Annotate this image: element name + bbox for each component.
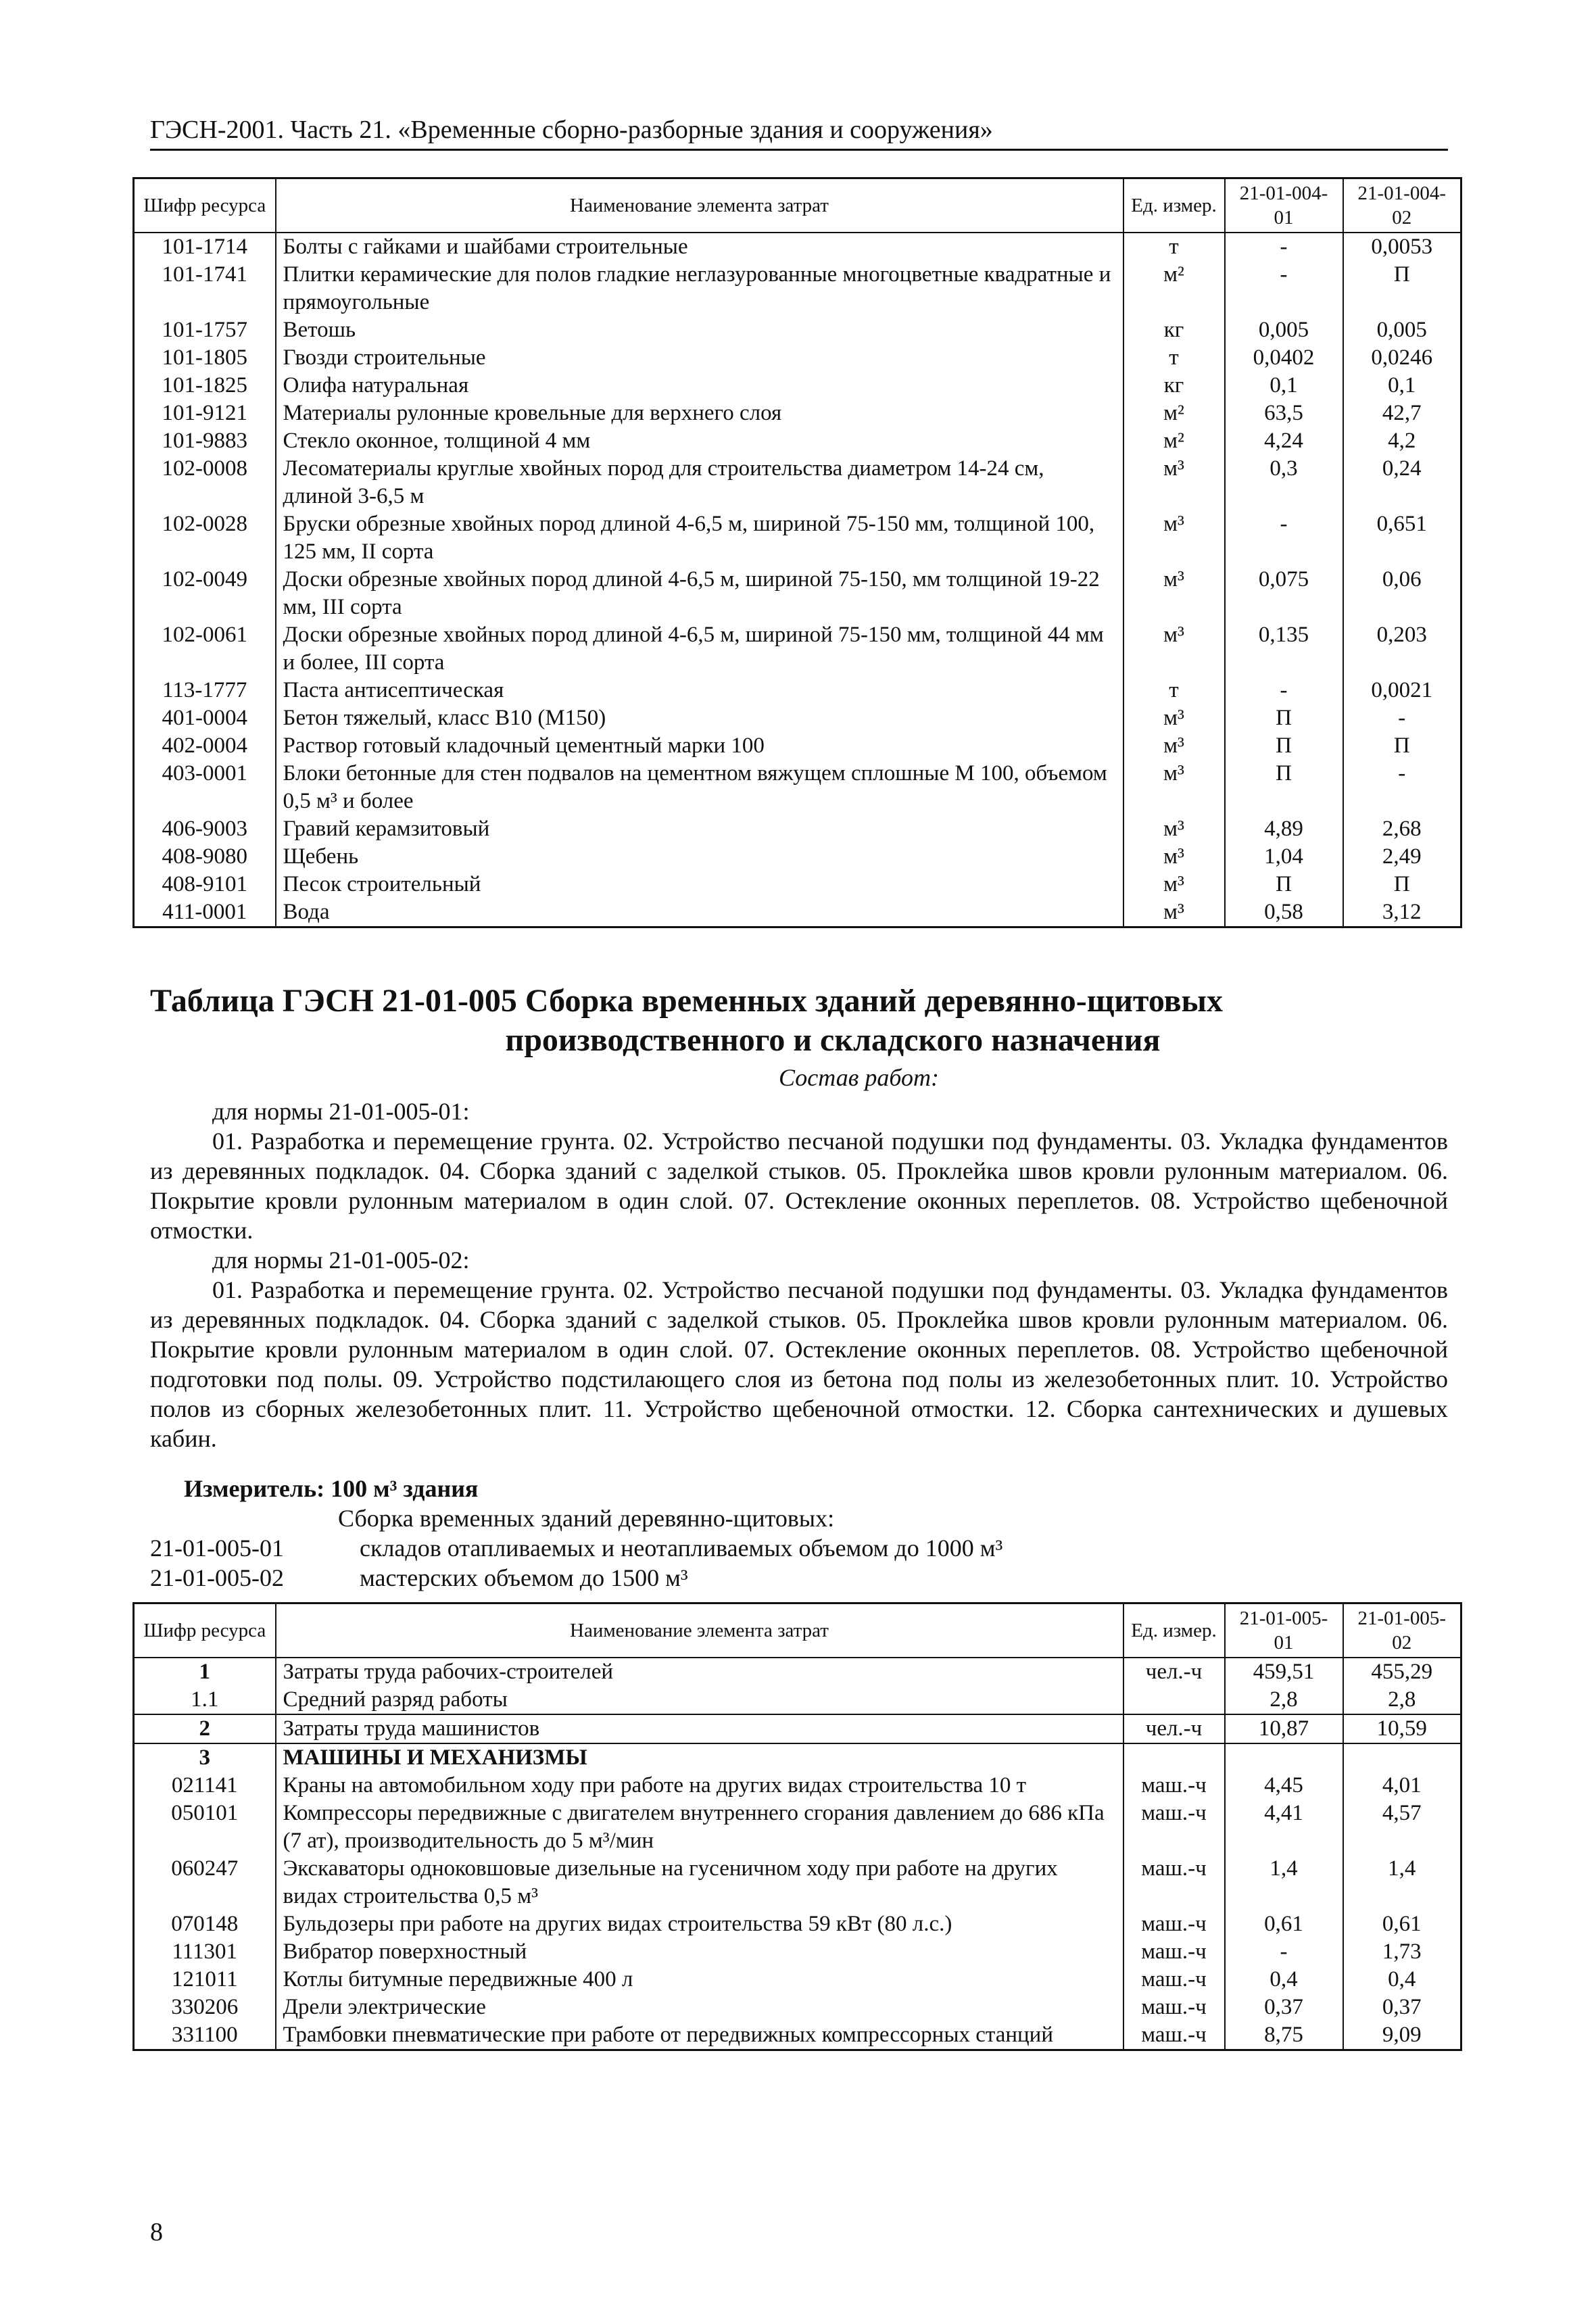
table-row bbox=[134, 316, 1461, 344]
row-name: Бруски обрезные хвойных пород длиной 4-6,5 м, шириной 75-150 мм, толщиной 100, 125 мм, II сорта bbox=[276, 510, 1123, 566]
row-value-a: 4,24 bbox=[1225, 427, 1343, 455]
row-unit: т bbox=[1123, 677, 1225, 704]
table-row bbox=[134, 1994, 1461, 2021]
row-code: 403-0001 bbox=[134, 760, 276, 815]
row-value-a: 0,58 bbox=[1225, 898, 1343, 927]
table-row bbox=[134, 233, 1461, 261]
row-unit: маш.-ч bbox=[1123, 1966, 1225, 1994]
table-row bbox=[134, 677, 1461, 704]
section-title-line1: Таблица ГЭСН 21-01-005 Сборка временных зданий деревянно-щитовых bbox=[150, 983, 1224, 1019]
row-unit: м³ bbox=[1123, 815, 1225, 843]
table-row bbox=[134, 400, 1461, 427]
row-name: Раствор готовый кладочный цементный марки 100 bbox=[276, 732, 1123, 760]
table-row bbox=[134, 455, 1461, 510]
row-unit: маш.-ч bbox=[1123, 1910, 1225, 1938]
row-name: Гвозди строительные bbox=[276, 344, 1123, 372]
norm1-text: 01. Разработка и перемещение грунта. 02. Устройство песчаной подушки под фундаменты. 03. Укладка фундаментов из деревянных подкладок. 04. Сборка зданий с заделкой стыков. 05. Проклейка швов кровли рулонным материалом. 06. Покрытие кровли рулонным материалом в один слой. 07. Остекление оконных переплетов. 08. Устройство щебеночной отмостки. bbox=[150, 1128, 1448, 1244]
row-name: Стекло оконное, толщиной 4 мм bbox=[276, 427, 1123, 455]
row-value-a: - bbox=[1225, 510, 1343, 566]
row-code: 3 bbox=[134, 1743, 276, 1772]
row-code: 1 bbox=[134, 1658, 276, 1686]
row-unit: чел.-ч bbox=[1123, 1658, 1225, 1686]
variant-1 bbox=[150, 1533, 1002, 1563]
row-value-b: - bbox=[1343, 760, 1461, 815]
row-value-a: - bbox=[1225, 1938, 1343, 1966]
variant-2 bbox=[150, 1563, 688, 1593]
row-value-a bbox=[1225, 1743, 1343, 1772]
row-unit: маш.-ч bbox=[1123, 1855, 1225, 1910]
row-unit: м³ bbox=[1123, 760, 1225, 815]
norm2-label: для нормы 21-01-005-02: bbox=[212, 1247, 470, 1274]
row-value-b: 10,59 bbox=[1343, 1714, 1461, 1743]
table-row bbox=[134, 427, 1461, 455]
row-value-b: 1,73 bbox=[1343, 1938, 1461, 1966]
row-unit: кг bbox=[1123, 316, 1225, 344]
row-value-a: 4,89 bbox=[1225, 815, 1343, 843]
row-code: 101-9121 bbox=[134, 400, 276, 427]
table-row bbox=[134, 704, 1461, 732]
row-name: Материалы рулонные кровельные для верхнего слоя bbox=[276, 400, 1123, 427]
row-value-b: 4,57 bbox=[1343, 1800, 1461, 1855]
row-unit: м³ bbox=[1123, 510, 1225, 566]
variant-2-code: 21-01-005-02 bbox=[150, 1564, 284, 1591]
variant-1-code: 21-01-005-01 bbox=[150, 1535, 284, 1562]
row-code: 408-9101 bbox=[134, 871, 276, 898]
table-row bbox=[134, 1658, 1461, 1686]
table-row bbox=[134, 344, 1461, 372]
row-value-b: 0,06 bbox=[1343, 566, 1461, 621]
row-name: Средний разряд работы bbox=[276, 1686, 1123, 1714]
section-title-line2: производственного и складского назначения bbox=[505, 1022, 1161, 1058]
row-value-b: 0,203 bbox=[1343, 621, 1461, 677]
row-value-a: 0,0402 bbox=[1225, 344, 1343, 372]
row-code: 060247 bbox=[134, 1855, 276, 1910]
row-value-b: 0,651 bbox=[1343, 510, 1461, 566]
row-unit: т bbox=[1123, 233, 1225, 261]
row-name: Бульдозеры при работе на других видах строительства 59 кВт (80 л.с.) bbox=[276, 1910, 1123, 1938]
works-subtitle: Состав работ: bbox=[779, 1064, 939, 1091]
row-code: 102-0049 bbox=[134, 566, 276, 621]
row-name: Бетон тяжелый, класс B10 (M150) bbox=[276, 704, 1123, 732]
row-value-a: П bbox=[1225, 871, 1343, 898]
row-value-a: - bbox=[1225, 261, 1343, 316]
row-value-a: 0,135 bbox=[1225, 621, 1343, 677]
row-unit: чел.-ч bbox=[1123, 1714, 1225, 1743]
row-value-b: 0,0021 bbox=[1343, 677, 1461, 704]
table-row bbox=[134, 732, 1461, 760]
table-row bbox=[134, 898, 1461, 927]
row-unit: м² bbox=[1123, 261, 1225, 316]
table-row bbox=[134, 815, 1461, 843]
row-name: МАШИНЫ И МЕХАНИЗМЫ bbox=[276, 1743, 1123, 1772]
row-unit bbox=[1123, 1686, 1225, 1714]
row-value-b: 0,61 bbox=[1343, 1910, 1461, 1938]
assembly-line: Сборка временных зданий деревянно-щитовых: bbox=[338, 1505, 835, 1532]
table-row bbox=[134, 510, 1461, 566]
row-value-a: 4,41 bbox=[1225, 1800, 1343, 1855]
row-unit: м³ bbox=[1123, 704, 1225, 732]
row-unit: м³ bbox=[1123, 732, 1225, 760]
row-name: Лесоматериалы круглые хвойных пород для строительства диаметром 14-24 см, длиной 3-6,5 м bbox=[276, 455, 1123, 510]
row-name: Компрессоры передвижные с двигателем внутреннего сгорания давлением до 686 кПа (7 ат), производительность до 5 м³/мин bbox=[276, 1800, 1123, 1855]
table-row bbox=[134, 261, 1461, 316]
row-value-b: 4,01 bbox=[1343, 1772, 1461, 1800]
works-description bbox=[150, 1096, 1448, 1453]
table-row bbox=[134, 372, 1461, 400]
row-unit: м³ bbox=[1123, 871, 1225, 898]
row-value-a: 8,75 bbox=[1225, 2021, 1343, 2050]
row-value-a: - bbox=[1225, 677, 1343, 704]
row-value-b: 0,1 bbox=[1343, 372, 1461, 400]
row-name: Плитки керамические для полов гладкие неглазурованные многоцветные квадратные и прямоугольные bbox=[276, 261, 1123, 316]
row-code: 111301 bbox=[134, 1938, 276, 1966]
table-body bbox=[134, 233, 1461, 927]
row-value-b: 2,68 bbox=[1343, 815, 1461, 843]
row-name: Песок строительный bbox=[276, 871, 1123, 898]
row-unit: кг bbox=[1123, 372, 1225, 400]
row-code: 411-0001 bbox=[134, 898, 276, 927]
row-value-a: 0,1 bbox=[1225, 372, 1343, 400]
row-value-a: 63,5 bbox=[1225, 400, 1343, 427]
row-unit: маш.-ч bbox=[1123, 1800, 1225, 1855]
table-row bbox=[134, 1855, 1461, 1910]
row-unit: т bbox=[1123, 344, 1225, 372]
col-name-header: Наименование элемента затрат bbox=[276, 1603, 1123, 1658]
row-name: Вода bbox=[276, 898, 1123, 927]
row-value-a: П bbox=[1225, 732, 1343, 760]
row-unit: м³ bbox=[1123, 455, 1225, 510]
row-code: 070148 bbox=[134, 1910, 276, 1938]
meter-line: Измеритель: 100 м³ здания bbox=[184, 1475, 479, 1502]
row-value-a: 0,005 bbox=[1225, 316, 1343, 344]
row-name: Вибратор поверхностный bbox=[276, 1938, 1123, 1966]
table-row bbox=[134, 1743, 1461, 1772]
row-name: Дрели электрические bbox=[276, 1994, 1123, 2021]
table-row bbox=[134, 760, 1461, 815]
row-code: 402-0004 bbox=[134, 732, 276, 760]
row-code: 102-0028 bbox=[134, 510, 276, 566]
row-unit: маш.-ч bbox=[1123, 2021, 1225, 2050]
row-value-b: 2,8 bbox=[1343, 1686, 1461, 1714]
row-unit bbox=[1123, 1743, 1225, 1772]
table-row bbox=[134, 1938, 1461, 1966]
col-variant-b-header: 21-01-004-02 bbox=[1343, 178, 1461, 233]
norm1-label: для нормы 21-01-005-01: bbox=[212, 1098, 470, 1125]
row-value-a: 10,87 bbox=[1225, 1714, 1343, 1743]
table-row bbox=[134, 843, 1461, 871]
row-value-a: 459,51 bbox=[1225, 1658, 1343, 1686]
variant-1-text: складов отапливаемых и неотапливаемых объемом до 1000 м³ bbox=[360, 1535, 1003, 1562]
col-name-header: Наименование элемента затрат bbox=[276, 178, 1123, 233]
table-row bbox=[134, 1910, 1461, 1938]
row-value-b: 42,7 bbox=[1343, 400, 1461, 427]
row-value-b: 9,09 bbox=[1343, 2021, 1461, 2050]
row-value-a: - bbox=[1225, 233, 1343, 261]
row-value-a: П bbox=[1225, 704, 1343, 732]
row-name: Блоки бетонные для стен подвалов на цементном вяжущем сплошные М 100, объемом 0,5 м³ и более bbox=[276, 760, 1123, 815]
row-value-b: 0,005 bbox=[1343, 316, 1461, 344]
row-name: Котлы битумные передвижные 400 л bbox=[276, 1966, 1123, 1994]
row-unit: м³ bbox=[1123, 621, 1225, 677]
row-value-b: 0,0246 bbox=[1343, 344, 1461, 372]
row-name: Экскаваторы одноковшовые дизельные на гусеничном ходу при работе на других видах строительства 0,5 м³ bbox=[276, 1855, 1123, 1910]
table-row bbox=[134, 1966, 1461, 1994]
row-value-b: 0,37 bbox=[1343, 1994, 1461, 2021]
row-value-b: П bbox=[1343, 871, 1461, 898]
col-variant-b-header: 21-01-005-02 bbox=[1343, 1603, 1461, 1658]
row-unit: м³ bbox=[1123, 566, 1225, 621]
row-value-b: П bbox=[1343, 732, 1461, 760]
row-code: 113-1777 bbox=[134, 677, 276, 704]
table-header-row bbox=[134, 1603, 1461, 1658]
row-name: Доски обрезные хвойных пород длиной 4-6,5 м, шириной 75-150 мм, толщиной 44 мм и более, III сорта bbox=[276, 621, 1123, 677]
variant-2-text: мастерских объемом до 1500 м³ bbox=[360, 1564, 688, 1591]
row-code: 101-1805 bbox=[134, 344, 276, 372]
row-name: Трамбовки пневматические при работе от передвижных компрессорных станций bbox=[276, 2021, 1123, 2050]
row-code: 101-1825 bbox=[134, 372, 276, 400]
row-value-a: П bbox=[1225, 760, 1343, 815]
page-number: 8 bbox=[150, 2218, 163, 2246]
resources-table-005 bbox=[132, 1602, 1462, 2051]
row-unit: маш.-ч bbox=[1123, 1938, 1225, 1966]
row-value-b: 4,2 bbox=[1343, 427, 1461, 455]
table-header-row bbox=[134, 178, 1461, 233]
col-variant-a-header: 21-01-004-01 bbox=[1225, 178, 1343, 233]
row-code: 101-1757 bbox=[134, 316, 276, 344]
row-name: Доски обрезные хвойных пород длиной 4-6,5 м, шириной 75-150, мм толщиной 19-22 мм, III сорта bbox=[276, 566, 1123, 621]
row-value-b: 2,49 bbox=[1343, 843, 1461, 871]
row-name: Олифа натуральная bbox=[276, 372, 1123, 400]
row-code: 101-9883 bbox=[134, 427, 276, 455]
row-code: 102-0061 bbox=[134, 621, 276, 677]
row-name: Болты с гайками и шайбами строительные bbox=[276, 233, 1123, 261]
row-code: 102-0008 bbox=[134, 455, 276, 510]
row-unit: м² bbox=[1123, 400, 1225, 427]
row-value-a: 4,45 bbox=[1225, 1772, 1343, 1800]
row-unit: м² bbox=[1123, 427, 1225, 455]
table-row bbox=[134, 871, 1461, 898]
row-value-b: 455,29 bbox=[1343, 1658, 1461, 1686]
table-row bbox=[134, 621, 1461, 677]
row-code: 401-0004 bbox=[134, 704, 276, 732]
table-row bbox=[134, 1772, 1461, 1800]
row-name: Затраты труда рабочих-строителей bbox=[276, 1658, 1123, 1686]
row-code: 330206 bbox=[134, 1994, 276, 2021]
row-value-b: 0,0053 bbox=[1343, 233, 1461, 261]
resources-table-004 bbox=[132, 177, 1462, 928]
row-code: 1.1 bbox=[134, 1686, 276, 1714]
row-code: 021141 bbox=[134, 1772, 276, 1800]
row-code: 101-1741 bbox=[134, 261, 276, 316]
row-value-a: 0,61 bbox=[1225, 1910, 1343, 1938]
row-value-a: 1,04 bbox=[1225, 843, 1343, 871]
row-code: 050101 bbox=[134, 1800, 276, 1855]
row-value-b: 3,12 bbox=[1343, 898, 1461, 927]
norm2-text: 01. Разработка и перемещение грунта. 02. Устройство песчаной подушки под фундаменты. 03. Укладка фундаментов из деревянных подкладок. 04. Сборка зданий с заделкой стыков. 05. Проклейка швов кровли рулонным материалом. 06. Покрытие кровли рулонным материалом в один слой. 07. Остекление оконных переплетов. 08. Устройство щебеночной подготовки под полы. 09. Устройство подстилающего слоя из бетона под полы из железобетонных плит. 10. Устройство полов из сборных железобетонных плит. 11. Устройство щебеночной отмостки. 12. Сборка сантехнических и душевых кабин. bbox=[150, 1276, 1448, 1452]
col-variant-a-header: 21-01-005-01 bbox=[1225, 1603, 1343, 1658]
row-unit: м³ bbox=[1123, 843, 1225, 871]
section-title bbox=[150, 982, 1461, 1060]
table-body bbox=[134, 1658, 1461, 2050]
row-code: 2 bbox=[134, 1714, 276, 1743]
row-value-a: 2,8 bbox=[1225, 1686, 1343, 1714]
row-value-b: 1,4 bbox=[1343, 1855, 1461, 1910]
table-row bbox=[134, 1714, 1461, 1743]
row-unit: маш.-ч bbox=[1123, 1772, 1225, 1800]
table-row bbox=[134, 566, 1461, 621]
col-code-header: Шифр ресурса bbox=[134, 178, 276, 233]
row-unit: маш.-ч bbox=[1123, 1994, 1225, 2021]
row-code: 121011 bbox=[134, 1966, 276, 1994]
col-unit-header: Ед. измер. bbox=[1123, 178, 1225, 233]
row-name: Затраты труда машинистов bbox=[276, 1714, 1123, 1743]
table-row bbox=[134, 1800, 1461, 1855]
row-code: 101-1714 bbox=[134, 233, 276, 261]
row-value-b: 0,4 bbox=[1343, 1966, 1461, 1994]
row-name: Паста антисептическая bbox=[276, 677, 1123, 704]
row-value-a: 1,4 bbox=[1225, 1855, 1343, 1910]
table-row bbox=[134, 1686, 1461, 1714]
row-value-a: 0,075 bbox=[1225, 566, 1343, 621]
running-header: ГЭСН-2001. Часть 21. «Временные сборно-разборные здания и сооружения» bbox=[150, 114, 1448, 151]
row-value-b: - bbox=[1343, 704, 1461, 732]
row-code: 331100 bbox=[134, 2021, 276, 2050]
row-value-b bbox=[1343, 1743, 1461, 1772]
row-value-a: 0,37 bbox=[1225, 1994, 1343, 2021]
row-name: Гравий керамзитовый bbox=[276, 815, 1123, 843]
row-code: 408-9080 bbox=[134, 843, 276, 871]
row-name: Щебень bbox=[276, 843, 1123, 871]
row-name: Краны на автомобильном ходу при работе на других видах строительства 10 т bbox=[276, 1772, 1123, 1800]
row-unit: м³ bbox=[1123, 898, 1225, 927]
row-value-a: 0,3 bbox=[1225, 455, 1343, 510]
row-value-a: 0,4 bbox=[1225, 1966, 1343, 1994]
row-code: 406-9003 bbox=[134, 815, 276, 843]
row-name: Ветошь bbox=[276, 316, 1123, 344]
col-unit-header: Ед. измер. bbox=[1123, 1603, 1225, 1658]
row-value-b: 0,24 bbox=[1343, 455, 1461, 510]
table-row bbox=[134, 2021, 1461, 2050]
row-value-b: П bbox=[1343, 261, 1461, 316]
col-code-header: Шифр ресурса bbox=[134, 1603, 276, 1658]
